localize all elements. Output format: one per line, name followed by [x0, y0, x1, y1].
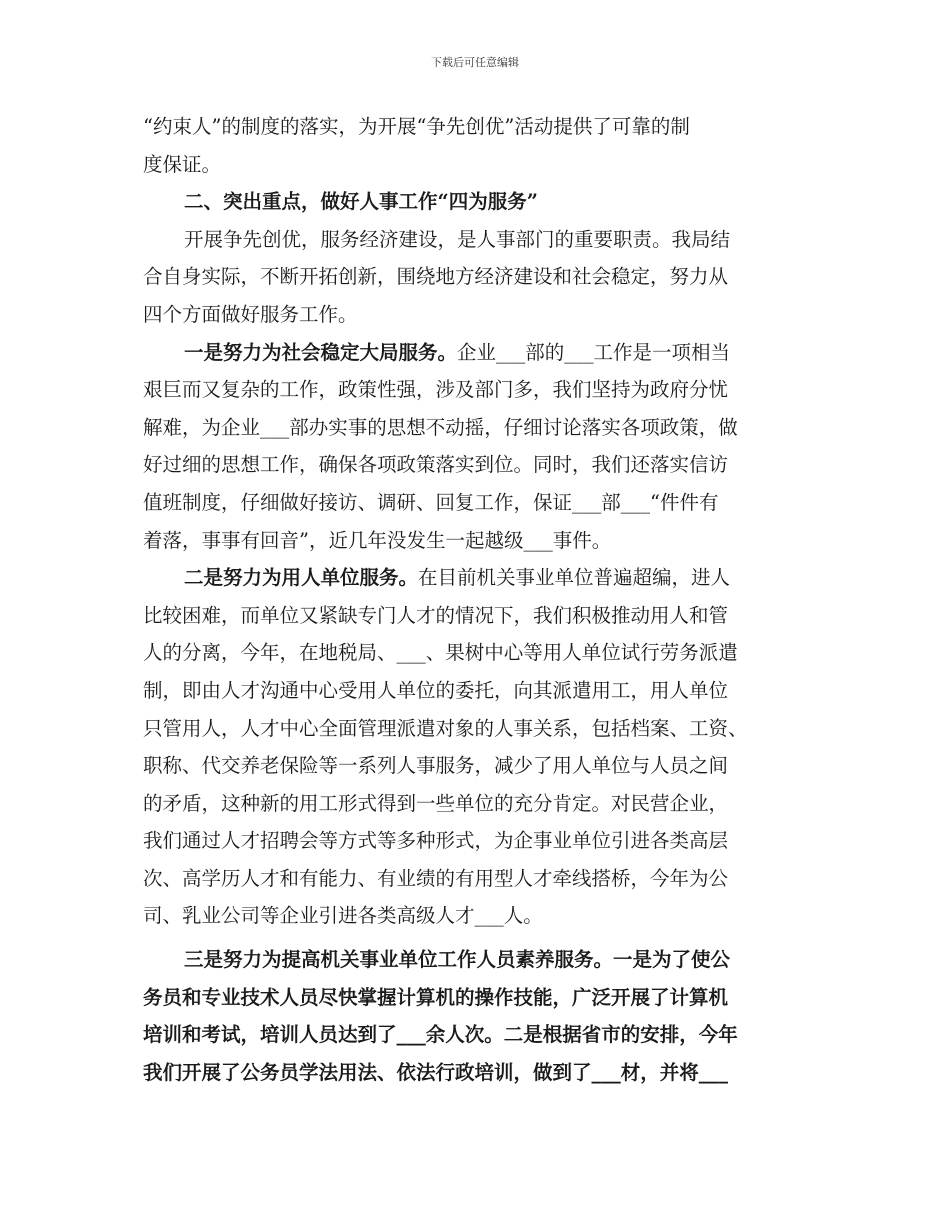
text-line: [143, 597, 823, 635]
line-text: 务员和专业技术人员尽快掌握计算机的操作技能，广泛开展了计算机: [143, 985, 729, 1009]
line-text: 我们通过人才招聘会等方式等多种形式，为企事业单位引进各类高层: [143, 829, 729, 853]
text-line: [143, 522, 823, 560]
paragraph-lead: 二是努力为用人单位服务。: [184, 566, 419, 590]
text-line: [143, 860, 823, 898]
line-text: 二、突出重点，做好人事工作“四为服务”: [184, 190, 538, 214]
line-text: 司、乳业公司等企业引进各类高级人才___人。: [143, 904, 543, 928]
line-text: 的矛盾，这种新的用工形式得到一些单位的充分肯定。对民营企业，: [143, 791, 729, 815]
line-text: 在目前机关事业单位普遍超编，进人: [418, 566, 731, 590]
line-text: 四个方面做好服务工作。: [143, 302, 358, 326]
text-line: [143, 484, 823, 522]
line-text: 比较困难，而单位又紧缺专门人才的情况下，我们积极推动用人和管: [143, 603, 729, 627]
line-text: 只管用人，人才中心全面管理派遣对象的人事关系，包括档案、工资、: [143, 716, 748, 740]
text-line: [143, 446, 823, 484]
paragraph-lead: 一是努力为社会稳定大局服务。: [184, 340, 458, 364]
line-text: 合自身实际，不断开拓创新，围绕地方经济建设和社会稳定，努力从: [143, 265, 729, 289]
text-line: [143, 1016, 823, 1054]
text-line: [143, 634, 823, 672]
text-line: [143, 146, 823, 184]
text-line: [143, 979, 823, 1017]
text-line: [143, 822, 823, 860]
text-line: [143, 941, 823, 979]
line-text: 着落，事事有回音”，近几年没发生一起越级___事件。: [143, 528, 612, 552]
text-line: [143, 258, 823, 296]
line-text: “约束人”的制度的落实，为开展“争先创优”活动提供了可靠的制: [143, 115, 690, 138]
line-text: 次、高学历人才和有能力、有业绩的有用型人才牵线搭桥，今年为公: [143, 866, 729, 890]
line-text: 职称、代交养老保险等一系列人事服务，减少了用人单位与人员之间: [143, 754, 729, 778]
line-text: 开展争先创优，服务经济建设，是人事部门的重要职责。我局结: [184, 227, 731, 251]
line-text: 三是努力为提高机关事业单位工作人员素养服务。一是为了使公: [184, 948, 731, 972]
text-line: [143, 710, 823, 748]
text-line: [143, 296, 823, 334]
line-text: 解难，为企业___部办实事的思想不动摇，仔细讨论落实各项政策，做: [143, 415, 738, 439]
text-line: [143, 108, 823, 146]
line-text: 度保证。: [143, 152, 222, 176]
line-text: 艰巨而又复杂的工作，政策性强，涉及部门多，我们坚持为政府分忧: [143, 378, 729, 402]
text-line: [143, 183, 823, 221]
text-line: [143, 672, 823, 710]
text-line: [143, 897, 823, 935]
line-text: 好过细的思想工作，确保各项政策落实到位。同时，我们还落实信访: [143, 453, 729, 477]
line-text: 制，即由人才沟通中心受用人单位的委托，向其派遣用工，用人单位: [143, 678, 729, 702]
line-text: 人的分离，今年，在地税局、___、果树中心等用人单位试行劳务派遣: [143, 641, 738, 665]
text-line: [143, 371, 823, 409]
line-text: 培训和考试，培训人员达到了___余人次。二是根据省市的安排，今年: [143, 1023, 738, 1047]
line-text: 值班制度，仔细做好接访、调研、回复工作，保证___部___“件件有: [143, 490, 719, 514]
text-line: [143, 1054, 823, 1092]
text-line: [143, 409, 823, 447]
line-text: 我们开展了公务员学法用法、依法行政培训，做到了___材，并将___: [143, 1060, 729, 1084]
text-line: [143, 221, 823, 259]
text-line: [143, 747, 823, 785]
text-line: [143, 785, 823, 823]
text-line: [143, 559, 823, 597]
text-line: [143, 334, 823, 372]
line-text: 企业___部的___工作是一项相当: [457, 340, 731, 364]
document-body: [143, 108, 823, 1091]
page-header: 下载后可任意编辑: [431, 56, 519, 69]
